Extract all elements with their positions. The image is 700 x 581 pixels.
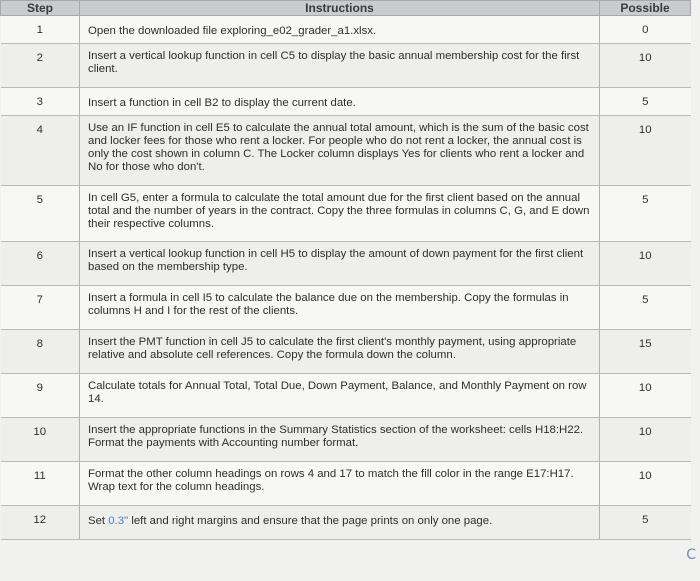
table-row: [1, 374, 691, 418]
table-row: [1, 330, 691, 374]
step-number: 1: [1, 16, 80, 44]
table-row: [1, 462, 691, 506]
table-row: [1, 418, 691, 462]
step-number: 10: [1, 418, 80, 462]
step-number: 11: [1, 462, 80, 506]
instructions-column-header: Instructions: [80, 1, 600, 16]
table-row: [1, 88, 691, 116]
instruction-text: [80, 506, 600, 540]
step-number: 2: [1, 44, 80, 88]
step-number: 6: [1, 242, 80, 286]
margin-value: 0.3": [108, 515, 129, 527]
step-number: 7: [1, 286, 80, 330]
instruction-text-end: left and right margins and ensure that the page prints on only one page.: [128, 515, 493, 527]
instruction-text: Calculate totals for Annual Total, Total Due, Down Payment, Balance, and Monthly Payment on row 14.: [80, 374, 600, 418]
step-number: 3: [1, 88, 80, 116]
instruction-text: Use an IF function in cell E5 to calculate the annual total amount, which is the sum of the basic cost and locker fees for those who rent a locker. For people who do not rent a locker, the annual cost is only the cost shown in column C. The Locker column displays Yes for clients who rent a locker and No for those who don't.: [80, 116, 600, 186]
possible-points: 10: [600, 116, 691, 186]
possible-points: 5: [600, 88, 691, 116]
instruction-text: Insert a function in cell B2 to display the current date.: [80, 88, 600, 116]
instruction-text: Insert a vertical lookup function in cell H5 to display the amount of down payment for the first client based on the membership type.: [80, 242, 600, 286]
instruction-text: Insert a vertical lookup function in cell C5 to display the basic annual membership cost for the first client.: [80, 44, 600, 88]
table-row: [1, 44, 691, 88]
possible-points: 10: [600, 242, 691, 286]
possible-points: 15: [600, 330, 691, 374]
table-row: [1, 186, 691, 242]
table-row: [1, 286, 691, 330]
step-number: 5: [1, 186, 80, 242]
possible-points: 5: [600, 186, 691, 242]
step-number: 8: [1, 330, 80, 374]
instruction-text-start: Set: [88, 515, 109, 527]
header-row: [1, 1, 691, 16]
possible-points: 10: [600, 374, 691, 418]
possible-column-header: Possible: [600, 1, 691, 16]
step-number: 9: [1, 374, 80, 418]
step-number: 4: [1, 116, 80, 186]
instruction-text: Open the downloaded file exploring_e02_grader_a1.xlsx.: [80, 16, 600, 44]
instruction-text: Insert the PMT function in cell J5 to calculate the first client's monthly payment, using appropriate relative and absolute cell references. Copy the formula down the column.: [80, 330, 600, 374]
instruction-text: In cell G5, enter a formula to calculate the total amount due for the first client based on the annual total and the number of years in the contract. Copy the three formulas in columns C, G, and E down their respective columns.: [80, 186, 600, 242]
table-row: [1, 116, 691, 186]
instruction-text: Insert a formula in cell I5 to calculate the balance due on the membership. Copy the formulas in columns H and I for the rest of the clients.: [80, 286, 600, 330]
table-row: [1, 242, 691, 286]
possible-points: 5: [600, 286, 691, 330]
instruction-text: Insert the appropriate functions in the Summary Statistics section of the worksheet: cells H18:H22. Format the payments with Accounting number format.: [80, 418, 600, 462]
table-row: [1, 16, 691, 44]
possible-points: 10: [600, 418, 691, 462]
instruction-text: Format the other column headings on rows 4 and 17 to match the fill color in the range E17:H17. Wrap text for the column headings.: [80, 462, 600, 506]
possible-points: 0: [600, 16, 691, 44]
page-corner-icon: C: [686, 547, 696, 563]
step-number: 12: [1, 506, 80, 540]
possible-points: 5: [600, 506, 691, 540]
step-column-header: Step: [1, 1, 80, 16]
possible-points: 10: [600, 44, 691, 88]
possible-points: 10: [600, 462, 691, 506]
table-row: [1, 506, 691, 540]
